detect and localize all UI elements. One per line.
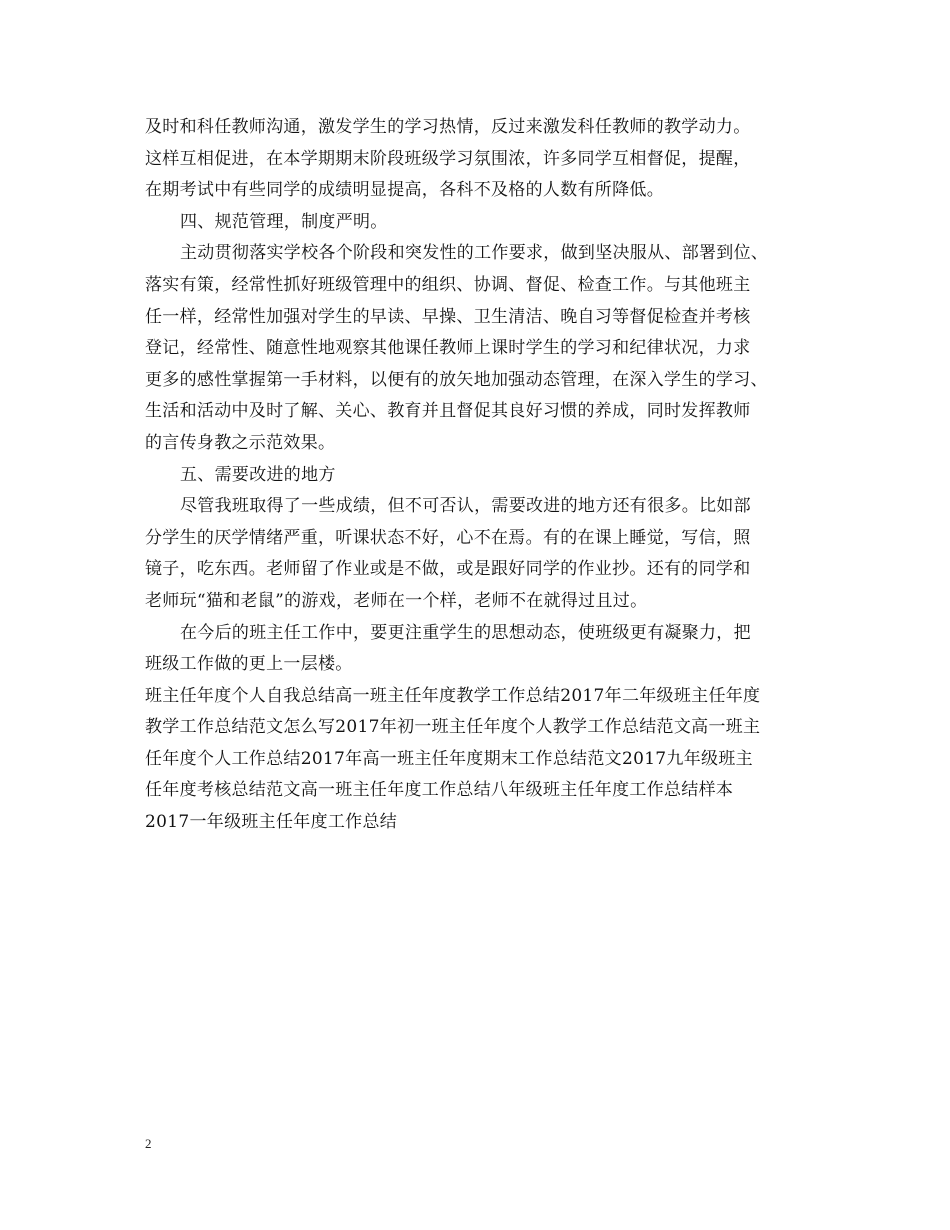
related-titles-line: 任年度个人工作总结2017年高一班主任年度期末工作总结范文2017九年级班主 bbox=[145, 748, 753, 769]
text-line: 分学生的厌学情绪严重，听课状态不好，心不在焉。有的在课上睡觉，写信，照 bbox=[145, 527, 751, 548]
text-line: 落实有策，经常性抓好班级管理中的组织、协调、督促、检查工作。与其他班主 bbox=[145, 274, 751, 295]
text-line: 镜子，吃东西。老师留了作业或是不做，或是跟好同学的作业抄。还有的同学和 bbox=[145, 559, 751, 580]
text-line: 的言传身教之示范效果。 bbox=[145, 432, 336, 453]
text-line: 在期考试中有些同学的成绩明显提高，各科不及格的人数有所降低。 bbox=[145, 180, 664, 201]
text-line: 老师玩“猫和老鼠”的游戏，老师在一个样，老师不在就得过且过。 bbox=[145, 590, 648, 611]
document-body bbox=[145, 112, 810, 839]
text-line: 生活和活动中及时了解、关心、教育并且督促其良好习惯的养成，同时发挥教师 bbox=[145, 401, 751, 422]
text-line: 任一样，经常性加强对学生的早读、早操、卫生清洁、晚自习等督促检查并考核 bbox=[145, 306, 751, 327]
section-heading-5: 五、需要改进的地方 bbox=[180, 464, 336, 485]
related-titles-line: 班主任年度个人自我总结高一班主任年度教学工作总结2017年二年级班主任年度 bbox=[145, 685, 761, 706]
text-line: 登记，经常性、随意性地观察其他课任教师上课时学生的学习和纪律状况，力求 bbox=[145, 338, 751, 359]
text-line: 及时和科任教师沟通，激发学生的学习热情，反过来激发科任教师的教学动力。 bbox=[145, 117, 751, 137]
related-titles-line: 教学工作总结范文怎么写2017年初一班主任年度个人教学工作总结范文高一班主 bbox=[145, 717, 761, 738]
related-titles-line: 2017一年级班主任年度工作总结 bbox=[145, 812, 398, 833]
text-line: 班级工作做的更上一层楼。 bbox=[145, 654, 353, 675]
section-heading-4: 四、规范管理，制度严明。 bbox=[180, 211, 388, 232]
page-number: 2 bbox=[145, 1136, 152, 1151]
text-line: 更多的感性掌握第一手材料，以便有的放矢地加强动态管理，在深入学生的学习、 bbox=[145, 369, 768, 390]
related-titles-line: 任年度考核总结范文高一班主任年度工作总结八年级班主任年度工作总结样本 bbox=[145, 780, 734, 801]
text-line: 主动贯彻落实学校各个阶段和突发性的工作要求，做到坚决服从、部署到位、 bbox=[180, 243, 769, 264]
text-line: 尽管我班取得了一些成绩，但不可否认，需要改进的地方还有很多。比如部 bbox=[180, 496, 751, 517]
text-line: 在今后的班主任工作中，要更注重学生的思想动态，使班级更有凝聚力，把 bbox=[180, 622, 751, 643]
text-line: 这样互相促进，在本学期期末阶段班级学习氛围浓，许多同学互相督促，提醒， bbox=[145, 148, 751, 169]
